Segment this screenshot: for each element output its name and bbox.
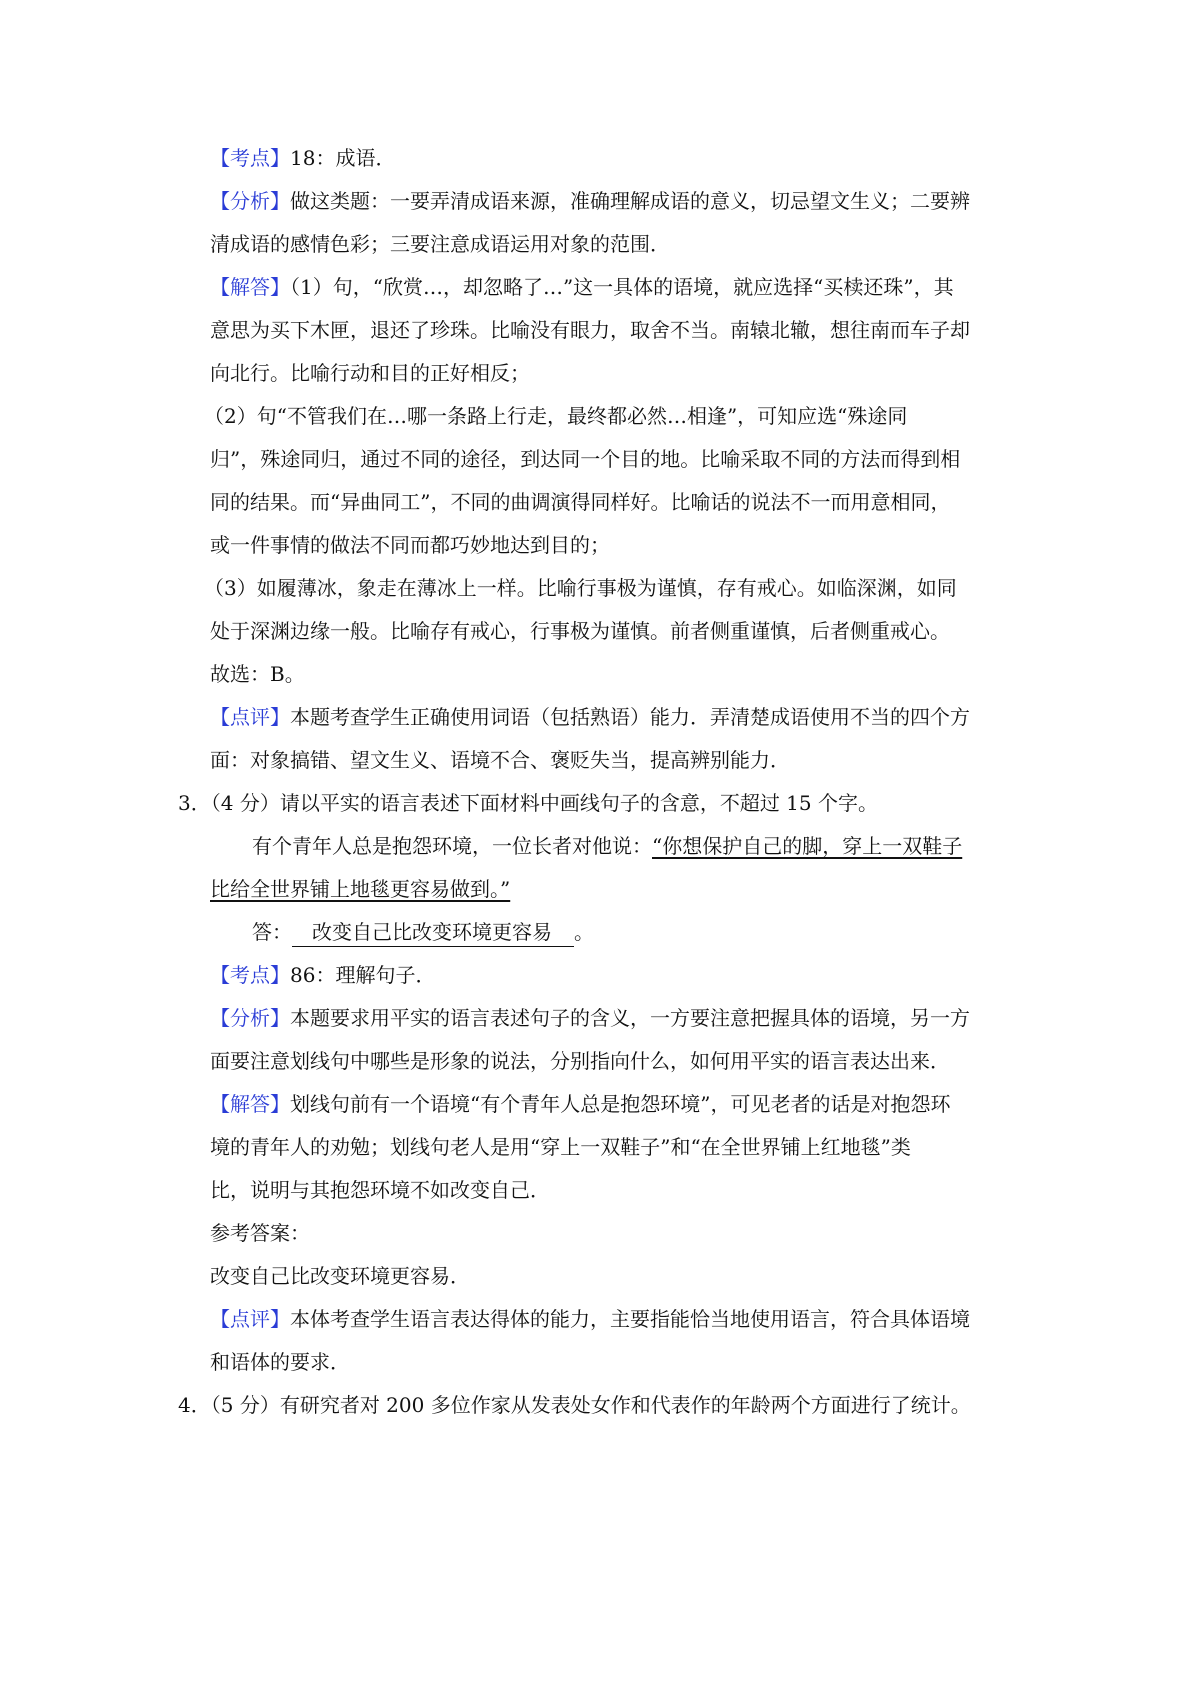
q2-fenxi-cont: 清成语的感情色彩；三要注意成语运用对象的范围． (210, 232, 670, 256)
q4-stem-text: （5 分）有研究者对 200 多位作家从发表处女作和代表作的年龄两个方面进行了统计。 (210, 1393, 971, 1417)
answer-prefix: 答： (252, 920, 292, 944)
q2-jieda-line: 或一件事情的做法不同而都巧妙地达到目的； (210, 533, 610, 557)
dianping-tag: 【点评】 (210, 1307, 290, 1331)
q2-answer: 故选：B。 (210, 662, 305, 686)
q2-dianping-cont: 面：对象搞错、望文生义、语境不合、褒贬失当，提高辨别能力． (210, 748, 790, 772)
answer-suffix: 。 (574, 920, 594, 944)
kaodian-tag: 【考点】 (210, 963, 290, 987)
q3-jieda-line: 比，说明与其抱怨环境不如改变自己． (210, 1178, 550, 1202)
q2-jieda-line: 意思为买下木匣，退还了珍珠。比喻没有眼力，取舍不当。南辕北辙，想往南而车子却 (210, 318, 970, 342)
kaodian-tag: 【考点】 (210, 146, 290, 170)
dianping-text: 本题考查学生正确使用词语（包括熟语）能力．弄清楚成语使用不当的四个方 (290, 705, 970, 729)
q3-ref-label: 参考答案： (210, 1221, 310, 1245)
material-underlined: 比给全世界铺上地毯更容易做到。” (210, 877, 511, 901)
q2-kaodian (210, 142, 1040, 174)
fenxi-tag: 【分析】 (210, 189, 290, 213)
q3-ref-answer: 改变自己比改变环境更容易． (210, 1264, 470, 1288)
fenxi-text: 做这类题：一要弄清成语来源，准确理解成语的意义，切忌望文生义；二要辨 (290, 189, 970, 213)
q2-jieda-line: （3）如履薄冰，象走在薄冰上一样。比喻行事极为谨慎，存有戒心。如临深渊，如同 (204, 576, 957, 600)
q2-dianping (210, 701, 1040, 733)
q2-jieda (210, 271, 1040, 303)
q2-fenxi (210, 185, 1040, 217)
q4-number: 4． (178, 1393, 211, 1417)
q3-number: 3． (178, 791, 211, 815)
q3-answer (252, 916, 1082, 948)
q3-jieda (210, 1088, 1040, 1120)
dianping-tag: 【点评】 (210, 705, 290, 729)
dianping-text: 本体考查学生语言表达得体的能力，主要指能恰当地使用语言，符合具体语境 (290, 1307, 970, 1331)
kaodian-text: 18：成语． (290, 146, 396, 170)
jieda-tag: 【解答】 (210, 275, 290, 299)
kaodian-text: 86：理解句子． (290, 963, 436, 987)
jieda-tag: 【解答】 (210, 1092, 290, 1116)
q3-fenxi-cont: 面要注意划线句中哪些是形象的说法，分别指向什么，如何用平实的语言表达出来． (210, 1049, 950, 1073)
q2-jieda-line: （2）句“不管我们在…哪一条路上行走，最终都必然…相逢”，可知应选“殊途同 (204, 404, 908, 428)
q3-dianping (210, 1303, 1040, 1335)
q2-jieda-line: 归”，殊途同归，通过不同的途径，到达同一个目的地。比喻采取不同的方法而得到相 (210, 447, 961, 471)
answer-blank: 改变自己比改变环境更容易 (292, 918, 574, 947)
q3-material-cont (210, 873, 1040, 905)
q2-jieda-line: 向北行。比喻行动和目的正好相反； (210, 361, 530, 385)
fenxi-text: 本题要求用平实的语言表述句子的含义，一方要注意把握具体的语境，另一方 (290, 1006, 970, 1030)
material-underlined: “你想保护自己的脚，穿上一双鞋子 (652, 834, 963, 858)
jieda-text: （1）句，“欣赏…，却忽略了…”这一具体的语境，就应选择“买椟还珠”，其 (290, 275, 954, 299)
q3-stem-text: （4 分）请以平实的语言表述下面材料中画线句子的含意，不超过 15 个字。 (210, 791, 878, 815)
q3-fenxi (210, 1002, 1040, 1034)
q2-jieda-line: 同的结果。而“异曲同工”，不同的曲调演得同样好。比喻话的说法不一而用意相同， (210, 490, 951, 514)
q2-jieda-line: 处于深渊边缘一般。比喻存有戒心，行事极为谨慎。前者侧重谨慎，后者侧重戒心。 (210, 619, 950, 643)
fenxi-tag: 【分析】 (210, 1006, 290, 1030)
q3-stem (178, 787, 1008, 819)
q4-stem (178, 1389, 1040, 1421)
jieda-text: 划线句前有一个语境“有个青年人总是抱怨环境”，可见老者的话是对抱怨环 (290, 1092, 951, 1116)
q3-dianping-cont: 和语体的要求． (210, 1350, 350, 1374)
q3-kaodian (210, 959, 1040, 991)
q3-material (252, 830, 1082, 862)
material-plain: 有个青年人总是抱怨环境，一位长者对他说： (252, 834, 652, 858)
q3-jieda-line: 境的青年人的劝勉；划线句老人是用“穿上一双鞋子”和“在全世界铺上红地毯”类 (210, 1135, 911, 1159)
